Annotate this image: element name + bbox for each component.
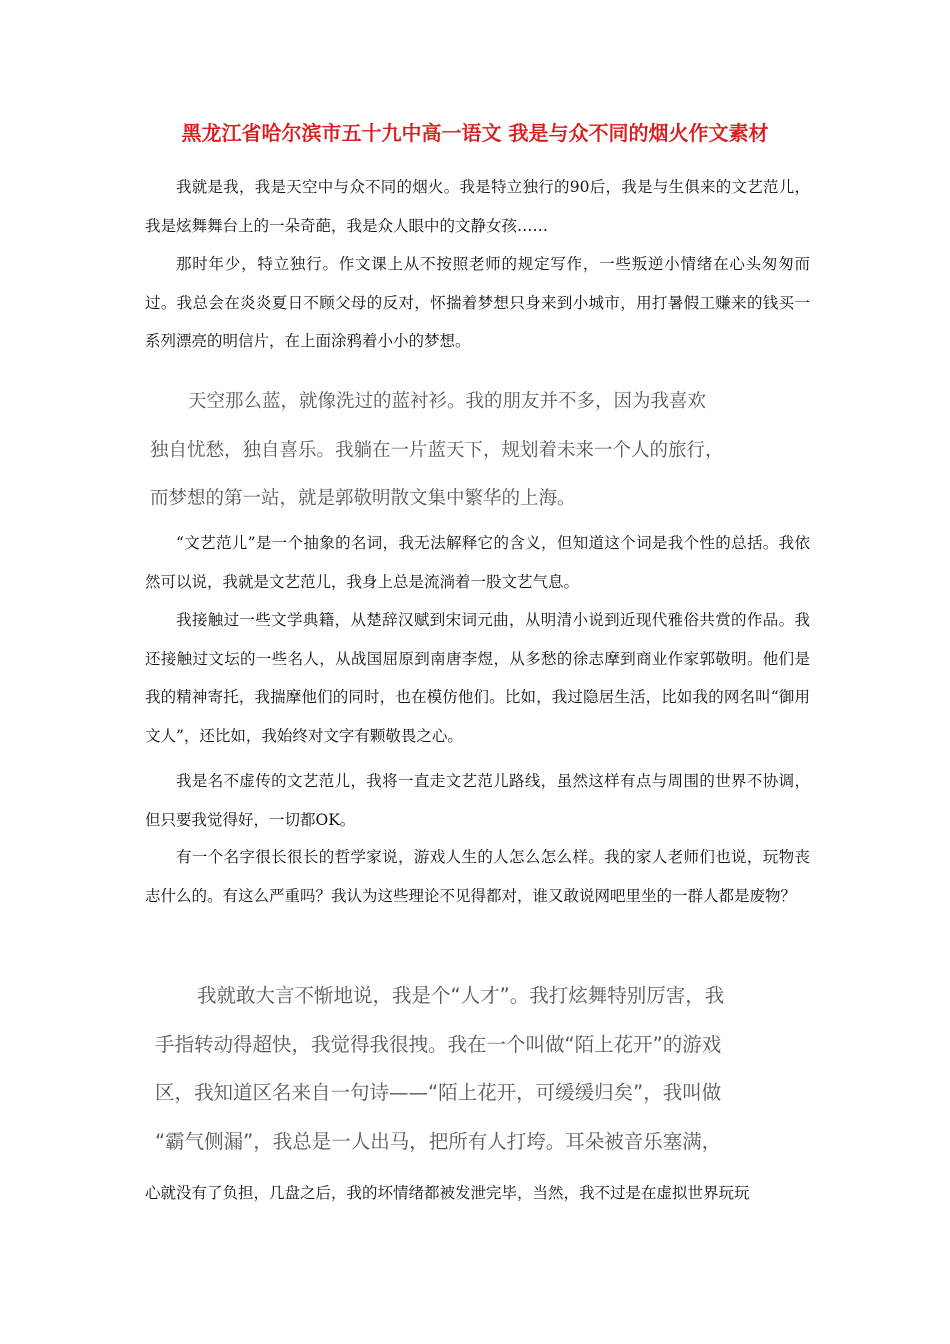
paragraph-ok: 我是名不虚传的文艺范儿，我将一直走文艺范儿路线，虽然这样有点与周围的世界不协调，但只要我觉得好，一切都OK。	[145, 772, 810, 829]
image-text-line: 而梦想的第一站，就是郭敬明散文集中繁华的上海。	[150, 488, 576, 509]
paragraph-philosopher: 有一个名字很长很长的哲学家说，游戏人生的人怎么怎么样。我的家人老师们也说，玩物丧志什么的。有这么严重吗？我认为这些理论不见得都对，谁又敢说网吧里坐的一群人都是废物？	[145, 848, 810, 905]
paragraph-literature: 我接触过一些文学典籍，从楚辞汉赋到宋词元曲，从明清小说到近现代雅俗共赏的作品。我还接触过文坛的一些名人，从战国屈原到南唐李煜，从多愁的徐志摩到商业作家郭敬明。他们是我的精神寄托，我揣摩他们的同时，也在模仿他们。比如，我过隐居生活，比如我的网名叫“御用文人”，还比如，我始终对文字有颗敬畏之心。	[145, 611, 810, 745]
image-text-line: 手指转动得超快，我觉得我很拽。我在一个叫做“陌上花开”的游戏	[155, 1032, 722, 1056]
image-text-line: 我就敢大言不惭地说，我是个“人才”。我打炫舞特别厉害，我	[197, 984, 725, 1007]
image-text-block-game	[155, 972, 805, 1166]
document-title: 黑龙江省哈尔滨市五十九中高一语文 我是与众不同的烟火作文素材	[181, 121, 769, 145]
image-text-block-sky	[150, 378, 770, 524]
paragraph-wenyi: “文艺范儿”是一个抽象的名词，我无法解释它的含义，但知道这个词是我个性的总括。我依然可以说，我就是文艺范儿，我身上总是流淌着一股文艺气息。	[145, 534, 810, 591]
image-text-line: 独自忧愁，独自喜乐。我躺在一片蓝天下，规划着未来一个人的旅行，	[150, 439, 724, 461]
image-text-line: 天空那么蓝，就像洗过的蓝衬衫。我的朋友并不多，因为我喜欢	[188, 391, 707, 412]
paragraph-intro: 我就是我，我是天空中与众不同的烟火。我是特立独行的90后，我是与生俱来的文艺范儿，我是炫舞舞台上的一朵奇葩，我是众人眼中的文静女孩……	[145, 178, 810, 235]
paragraph-youth: 那时年少，特立独行。作文课上从不按照老师的规定写作，一些叛逆小情绪在心头匆匆而过。我总会在炎炎夏日不顾父母的反对，怀揣着梦想只身来到小城市，用打暑假工赚来的钱买一系列漂亮的明信片，在上面涂鸦着小小的梦想。	[145, 255, 810, 350]
image-text-line: 区，我知道区名来自一句诗——“陌上花开，可缓缓归矣”，我叫做	[155, 1081, 722, 1104]
paragraph-last-line: 心就没有了负担，几盘之后，我的坏情绪都被发泄完毕，当然，我不过是在虚拟世界玩玩	[145, 1184, 750, 1202]
image-text-line: “霸气侧漏”，我总是一人出马，把所有人打垮。耳朵被音乐塞满，	[155, 1129, 722, 1153]
